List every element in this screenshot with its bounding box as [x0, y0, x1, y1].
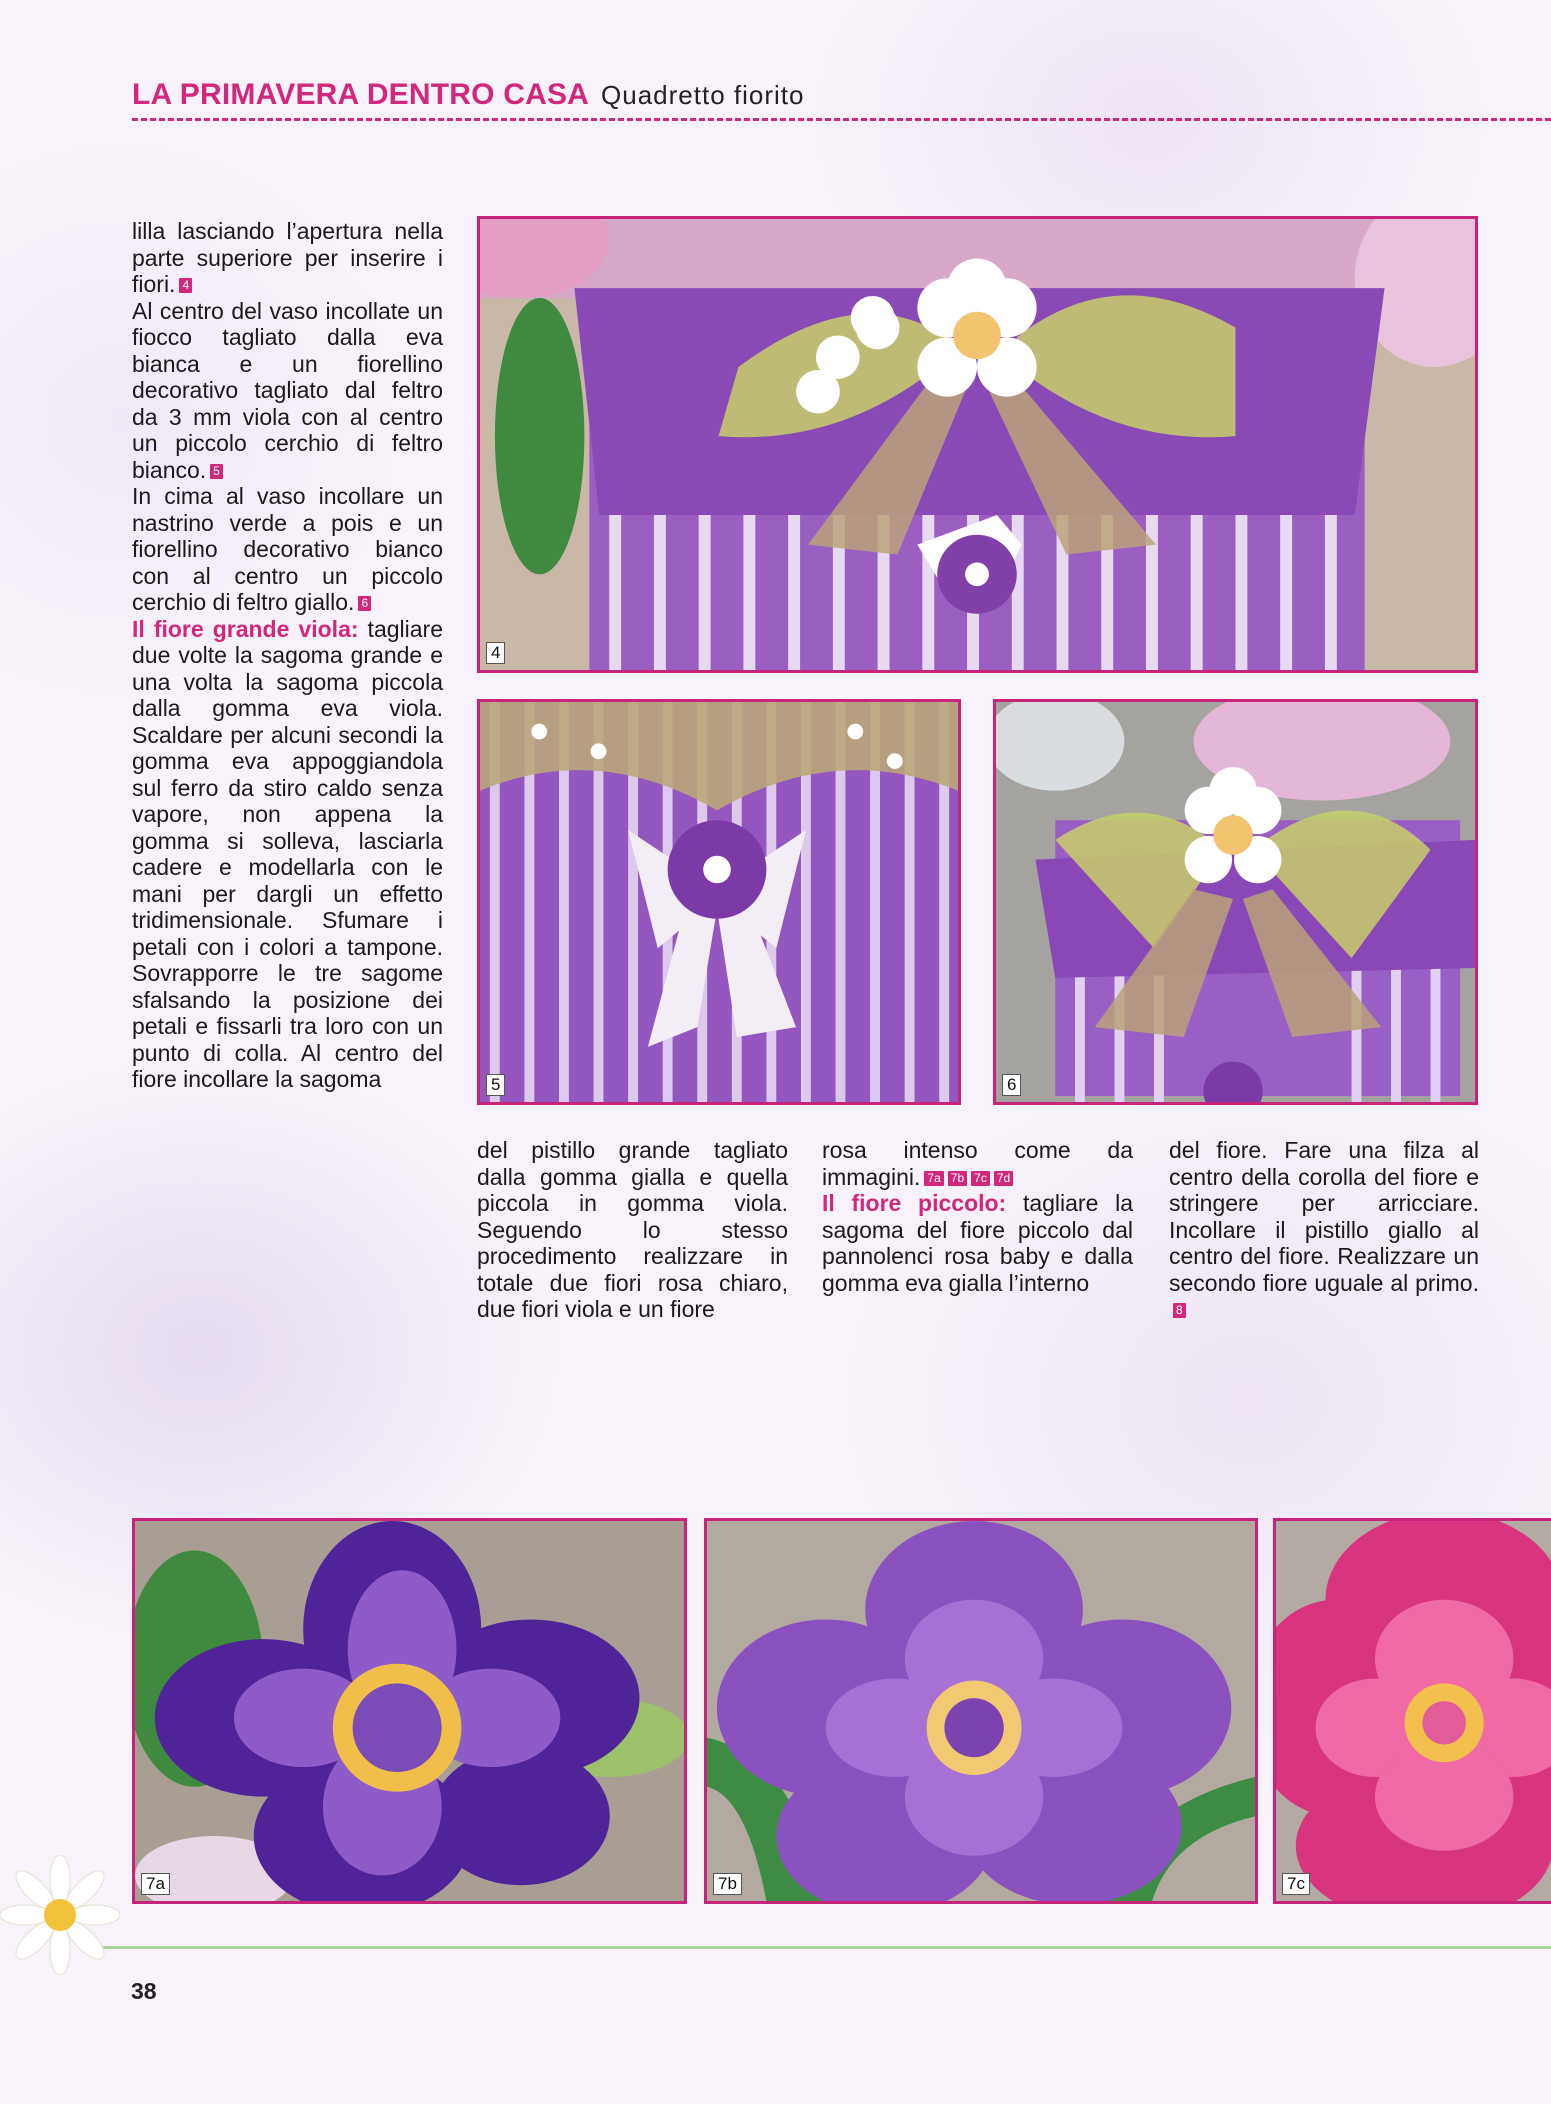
- photo-7c-pink-flower: [1273, 1518, 1551, 1904]
- photo-label: 6: [1002, 1074, 1021, 1096]
- photo-ref-badge: 5: [210, 464, 223, 479]
- photo-ref-badge: 7a: [924, 1171, 943, 1186]
- photo-ref-badge: 7c: [971, 1171, 990, 1186]
- photo-ref-badge: 6: [358, 596, 371, 611]
- paragraph: Il fiore piccolo: tagliare la sagoma del fiore piccolo dal pannolenci rosa baby e dalla gomma eva gialla l’interno: [822, 1190, 1133, 1296]
- page-number: 38: [131, 1978, 157, 2004]
- photo-7b-violet-flower: [704, 1518, 1258, 1904]
- paragraph: Il fiore grande viola: tagliare due volte la sagoma grande e una volta la sagoma piccola dalla gomma eva viola. Scaldare per alcuni secondi la gomma eva appoggiandola sul ferro da stiro caldo senza vapore, non appena la gomma si solleva, lasciarla cadere e modellarla con le mani per dargli un effetto tridimensionale. Sfumare i petali con i colori a tampone. Sovrapporre le tre sagome sfalsando la posizione dei petali e fissarli tra loro con un punto di colla. Al centro del fiore incollare la sagoma: [132, 615, 443, 1092]
- photo-4-vase-bow: [477, 216, 1478, 673]
- page-header: [132, 78, 1551, 121]
- photo-ref-badge: 8: [1173, 1303, 1186, 1318]
- paragraph: del fiore. Fare una filza al centro della corolla del fiore e stringere per arricciare. Incollare il pistillo giallo al centro del fiore. Realizzare un secondo fiore uguale al primo.8: [1169, 1137, 1479, 1317]
- photo-5-bow-detail: [477, 699, 961, 1105]
- photo-label: 5: [486, 1074, 505, 1096]
- paragraph: Al centro del vaso incollate un fiocco tagliato dalla eva bianca e un fiorellino decorativo tagliato dal feltro da 3 mm viola con al centro un piccolo cerchio di feltro bianco. 5: [132, 297, 443, 483]
- footer-green-line: [100, 1946, 1551, 1949]
- photo-label: 4: [486, 642, 505, 664]
- paragraph: rosa intenso come da immagini. 7a 7b 7c 7d: [822, 1137, 1133, 1190]
- photo-ref-badge: 4: [179, 278, 192, 293]
- paragraph: lilla lasciando l’apertura nella parte superiore per inserire i fiori. 4: [132, 218, 443, 297]
- paragraph: In cima al vaso incollare un nastrino verde a pois e un fiorellino decorativo bianco con al centro un piccolo cerchio di feltro giallo. 6: [132, 483, 443, 615]
- photo-label: 7b: [713, 1873, 742, 1895]
- header-dashed-rule: [132, 118, 1551, 121]
- subheading: Il fiore piccolo:: [822, 1190, 1007, 1216]
- subheading: Il fiore grande viola:: [132, 615, 359, 642]
- section-title: LA PRIMAVERA DENTRO CASA: [132, 78, 590, 111]
- photo-7a-purple-flower: [132, 1518, 687, 1904]
- photo-label: 7c: [1282, 1873, 1310, 1895]
- photo-ref-badge: 7b: [948, 1171, 967, 1186]
- text-column-1: [132, 218, 443, 1093]
- photo-6-ribbon-flower: [993, 699, 1478, 1105]
- text-column-3: [822, 1137, 1133, 1296]
- section-subtitle: Quadretto fiorito: [601, 80, 805, 110]
- daisy-decoration-icon: [0, 1855, 120, 1975]
- photo-ref-badge: 7d: [994, 1171, 1013, 1186]
- text-column-4: [1169, 1137, 1479, 1323]
- paragraph: del pistillo grande tagliato dalla gomma gialla e quella piccola in gomma viola. Seguendo lo stesso procedimento realizzare in totale due fiori rosa chiaro, due fiori viola e un fiore: [477, 1137, 788, 1322]
- text-column-2: [477, 1137, 788, 1323]
- photo-label: 7a: [141, 1873, 170, 1895]
